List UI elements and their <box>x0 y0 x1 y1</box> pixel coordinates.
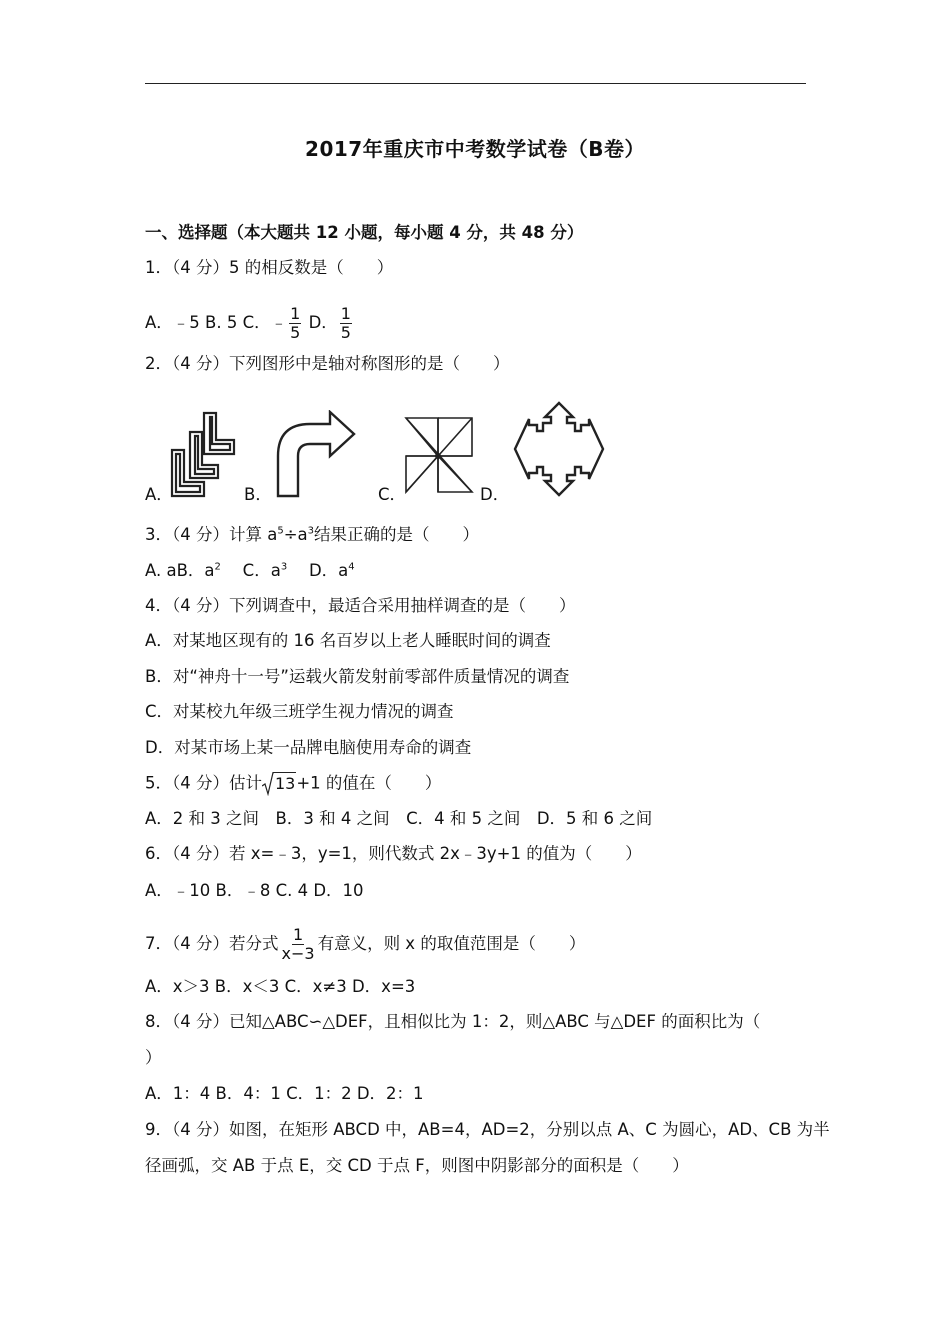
q1-option-d-prefix: D． <box>308 313 338 332</box>
figure-c-pinwheel <box>402 414 476 496</box>
q1-fraction-c: $\frac{1}{5}$ <box>290 304 301 342</box>
q3-option-a: A. a <box>145 561 177 580</box>
q5-stem-pre: 5．（4 分）估计 <box>145 773 262 793</box>
q2-option-a-label: A． <box>145 485 173 504</box>
q6-options: A．﹣10 B．﹣8 C. 4 D．10 <box>145 881 364 900</box>
q5-square-root <box>262 772 296 796</box>
q3-exponent-1: 5 <box>277 525 284 537</box>
question-9-stem-line-2: 径画弧，交 AB 于点 E，交 CD 于点 F，则图中阴影部分的面积是（ ） <box>145 1156 689 1175</box>
q5-options: A．2 和 3 之间 B．3 和 4 之间 C．4 和 5 之间 D．5 和 6 之间 <box>145 809 653 828</box>
question-3-stem <box>145 524 479 546</box>
q3-stem-pre: 3．（4 分）计算 a <box>145 525 278 544</box>
q3-option-b: B．a <box>176 561 215 580</box>
q4-option-b: B．对“神舟十一号”运载火箭发射前零部件质量情况的调查 <box>145 667 570 686</box>
page-title: 2017年重庆市中考数学试卷（B卷） <box>305 137 645 161</box>
header-rule <box>145 83 806 84</box>
question-2-stem: 2．（4 分）下列图形中是轴对称图形的是（ ） <box>145 354 510 373</box>
q3-exponent-2: 3 <box>307 525 315 537</box>
figure-d-four-way-arrow <box>513 401 605 497</box>
question-6-stem: 6．（4 分）若 x=﹣3，y=1，则代数式 2x﹣3y+1 的值为（ ） <box>145 844 642 863</box>
question-9-stem-line-1: 9．（4 分）如图，在矩形 ABCD 中，AB=4，AD=2，分别以点 A、C 为圆心，AD、CB 为半 <box>145 1120 830 1139</box>
q3-option-c-exp: 3 <box>280 561 288 573</box>
q4-option-a: A．对某地区现有的 16 名百岁以上老人睡眠时间的调查 <box>145 631 551 650</box>
question-8-stem-line-2: ） <box>145 1048 162 1067</box>
q1-option-b: B. 5 <box>205 313 238 332</box>
q3-stem-mid: ÷a <box>283 525 308 544</box>
q3-option-b-exp: 2 <box>214 561 221 573</box>
q2-option-b-label: B． <box>244 485 272 504</box>
q3-stem-post: 结果正确的是（ ） <box>314 525 480 544</box>
question-5-stem <box>145 772 441 796</box>
q1-fraction-d: $\frac{1}{5}$ <box>340 304 351 342</box>
q1-option-a: A．﹣5 <box>145 313 200 332</box>
section-heading: 一、选择题（本大题共 12 小题，每小题 4 分，共 48 分） <box>145 223 584 242</box>
q5-stem-post: +1 的值在（ ） <box>296 773 442 793</box>
q3-option-c: C．a <box>242 561 281 580</box>
figure-a-stacked-l-shapes <box>168 410 240 500</box>
q7-options: A．x＞3 B．x＜3 C．x≠3 D．x=3 <box>145 977 416 996</box>
question-1-options <box>145 306 354 341</box>
q8-options: A．1：4 B．4：1 C．1：2 D．2：1 <box>145 1084 424 1103</box>
q1-option-c-prefix: C．﹣ <box>242 313 288 332</box>
question-7-stem <box>145 927 585 962</box>
figure-b-curved-arrow <box>274 410 360 500</box>
q3-option-d-exp: 4 <box>348 561 355 573</box>
q7-stem-pre: 7．（4 分）若分式 <box>145 934 279 953</box>
q4-option-c: C．对某校九年级三班学生视力情况的调查 <box>145 702 454 721</box>
question-8-stem-line-1: 8．（4 分）已知△ABC∽△DEF，且相似比为 1：2，则△ABC 与△DEF 的面积比为（ <box>145 1012 761 1031</box>
question-3-options <box>145 560 355 582</box>
q5-radicand: 13 <box>274 772 296 796</box>
q7-fraction: $\frac{1}{x-3}$ <box>281 925 315 963</box>
q4-option-d: D．对某市场上某一品牌电脑使用寿命的调查 <box>145 738 472 757</box>
q7-stem-post: 有意义，则 x 的取值范围是（ ） <box>317 934 586 953</box>
question-4-stem: 4．（4 分）下列调查中，最适合采用抽样调查的是（ ） <box>145 596 576 615</box>
q2-option-c-label: C． <box>378 485 407 504</box>
question-1-stem: 1．（4 分）5 的相反数是（ ） <box>145 258 394 277</box>
q3-option-d: D．a <box>308 561 349 580</box>
q2-option-d-label: D． <box>480 485 510 504</box>
